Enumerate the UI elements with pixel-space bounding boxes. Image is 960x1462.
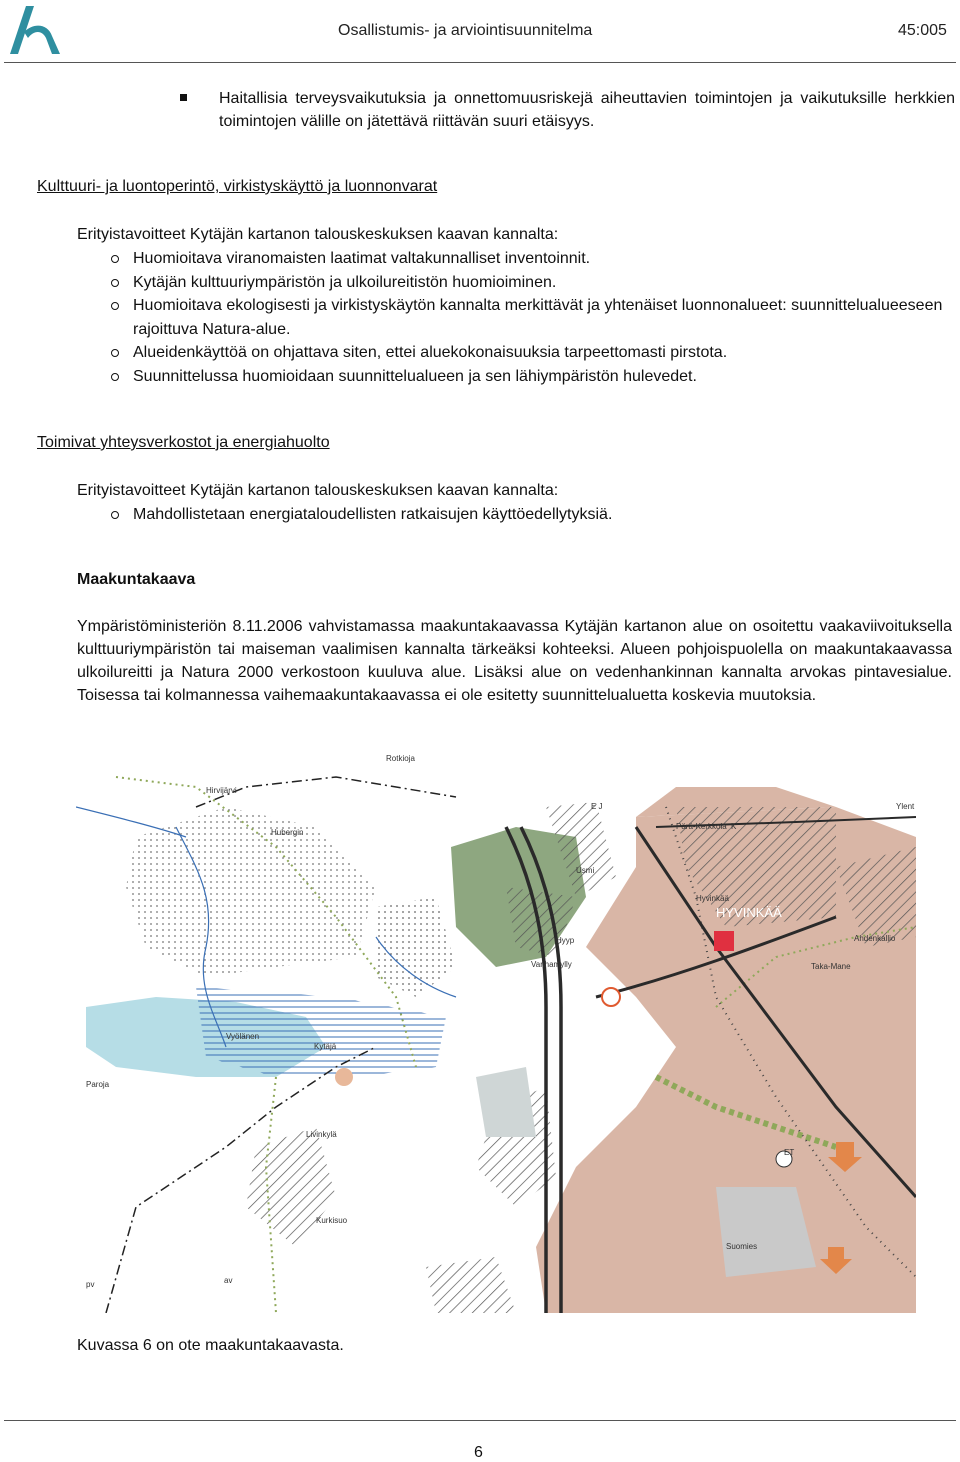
station-marker: [602, 988, 620, 1006]
section-lead-networks: Erityistavoitteet Kytäjän kartanon talouskeskuksen kaavan kannalta:: [77, 482, 559, 499]
header-divider: [4, 62, 956, 63]
list-item: Kytäjän kulttuuriympäristön ja ulkoilureitistön huomioiminen.: [77, 271, 957, 295]
map-label: av: [224, 1276, 233, 1285]
map-label: Kurkisuo: [316, 1216, 348, 1225]
section-heading-networks: Toimivat yhteysverkostot ja energiahuolto: [37, 434, 330, 451]
section-heading-culture: Kulttuuri- ja luontoperintö, virkistyskäyttö ja luonnonvarat: [37, 178, 438, 195]
map-label: Vanhamylly: [531, 960, 572, 969]
page-number: 6: [474, 1444, 483, 1461]
regional-plan-body: Ympäristöministeriön 8.11.2006 vahvistamassa maakuntakaavassa Kytäjän kartanon alue on osoitettu vaakaviivoituksella kulttuuriympäristön tai maiseman vaalimisen kannalta tärkeäksi kohteeksi. Alueen pohjoispuolella on maakuntakaavassa ulkoilureitti ja Natura 2000 verkostoon kuuluva alue. Lisäksi alue on vedenhankinnan kannalta arvokas pintavesialue. Toisessa tai kolmannessa vaihemaakuntakaavassa ei ole esitetty suunnittelualuetta koskevia muutoksia.: [77, 618, 952, 704]
map-label: Suomies: [726, 1242, 758, 1251]
list-item: Huomioitava viranomaisten laatimat valtakunnalliset inventoinnit.: [77, 247, 957, 271]
map-label: ET: [784, 1148, 795, 1157]
section-heading-regional-plan: Maakuntakaava: [77, 571, 196, 588]
network-objectives-list: [77, 503, 957, 527]
header-title: Osallistumis- ja arviointisuunnitelma: [338, 22, 593, 39]
map-label: Hyvinkää: [696, 894, 729, 903]
header-code: 45:005: [898, 22, 947, 39]
figure-caption: Kuvassa 6 on ote maakuntakaavasta.: [77, 1337, 344, 1354]
culture-objectives-list: [77, 247, 957, 388]
logo-mark-icon: [4, 2, 64, 58]
map-label: Rotkioja: [386, 754, 415, 763]
regional-plan-map: [76, 747, 916, 1313]
map-label: Hirvijärvi: [206, 786, 237, 795]
map-label: E J: [591, 802, 603, 811]
square-bullet-icon: [180, 94, 187, 101]
map-label: pv: [86, 1280, 95, 1289]
map-label: Vyölänen: [226, 1032, 260, 1041]
footer-divider: [4, 1420, 956, 1421]
list-item: Huomioitava ekologisesti ja virkistyskäytön kannalta merkittävät ja yhtenäiset luonnonalueet: suunnittelualueeseen rajoittuva Natura-alue.: [77, 294, 957, 341]
map-label: Usmi: [576, 866, 595, 875]
list-item: Suunnittelussa huomioidaan suunnittelualueen ja sen lähiympäristön hulevedet.: [77, 365, 957, 389]
map-label: Hubergin: [271, 828, 304, 837]
map-label: Paroja: [86, 1080, 110, 1089]
map-figure: [76, 747, 916, 1313]
point-feature: [335, 1068, 353, 1086]
map-label: Ahdenkallio: [854, 934, 896, 943]
section-lead-culture: Erityistavoitteet Kytäjän kartanon talouskeskuksen kaavan kannalta:: [77, 226, 559, 243]
city-center-marker: [714, 931, 734, 951]
company-logo: [4, 2, 64, 58]
map-label: Taka-Mane: [811, 962, 851, 971]
map-label: Ylent: [896, 802, 915, 811]
map-label: Hyyp: [556, 936, 575, 945]
map-label: Livinkylä: [306, 1130, 337, 1139]
intro-bullet-text: Haitallisia terveysvaikutuksia ja onnettomuusriskejä aiheuttavien toimintojen ja vaikutuksille herkkien toimintojen välille on jätettävä riittävän suuri etäisyys.: [219, 90, 955, 130]
list-item: Mahdollistetaan energiataloudellisten ratkaisujen käyttöedellytyksiä.: [77, 503, 957, 527]
map-label: K: [731, 822, 737, 831]
map-label: Pärä-Kerkkola: [676, 822, 727, 831]
map-label: Kytäjä: [314, 1042, 337, 1051]
list-item: Alueidenkäyttöä on ohjattava siten, ettei aluekokonaisuuksia tarpeettomasti pirstota.: [77, 341, 957, 365]
gray-zone: [476, 1067, 536, 1137]
map-label: HYVINKÄÄ: [716, 905, 782, 920]
